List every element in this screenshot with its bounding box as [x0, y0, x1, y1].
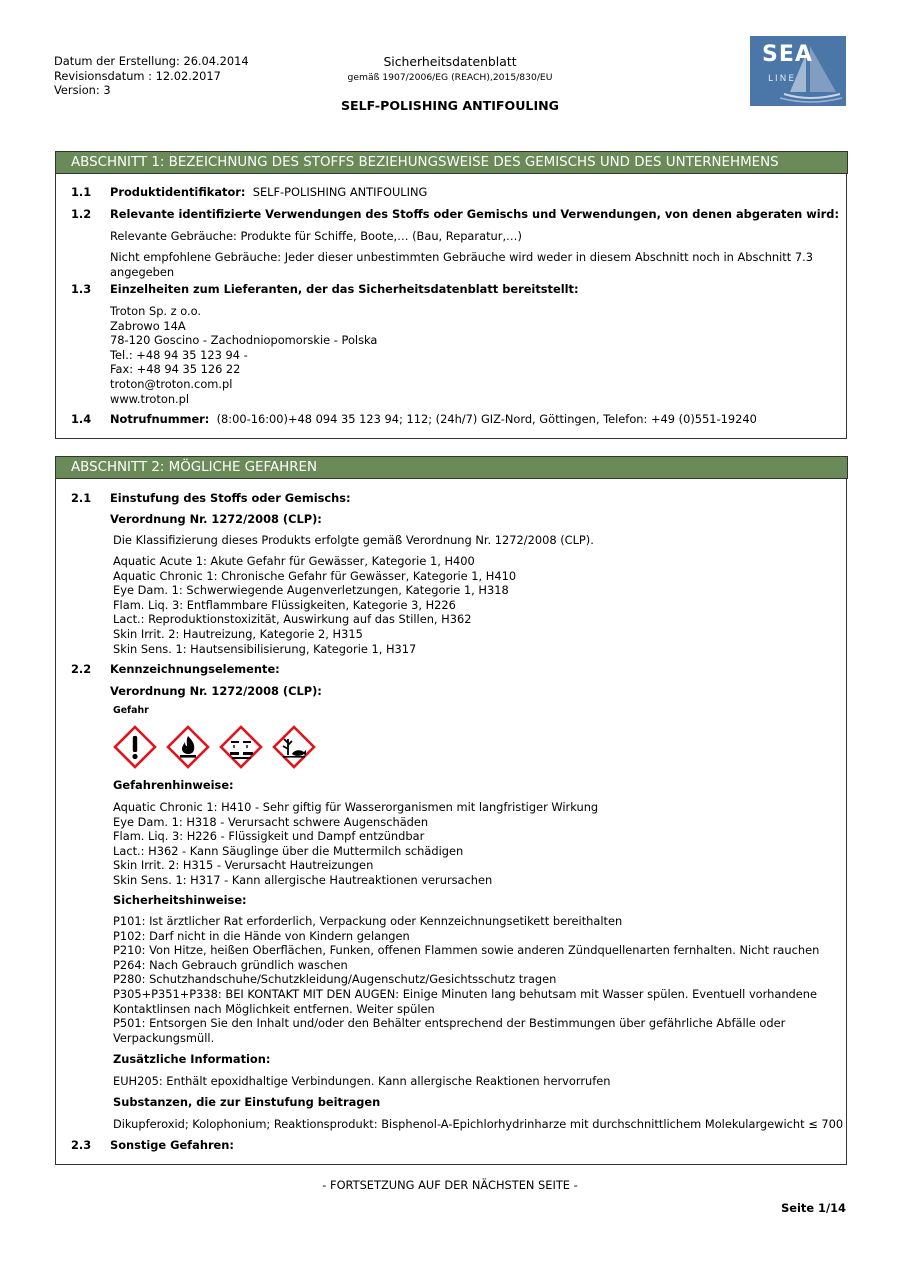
- product-identifier: [110, 185, 427, 199]
- hazard-statement: Flam. Liq. 3: H226 - Flüssigkeit und Dampf entzündbar: [113, 829, 425, 844]
- classification-list: [113, 554, 516, 656]
- section-2-2-number: 2.2: [71, 662, 92, 676]
- classification-item: Aquatic Chronic 1: Chronische Gefahr für Gewässer, Kategorie 1, H410: [113, 568, 517, 583]
- contributing-substances: Dikupferoxid; Kolophonium; Reaktionsprodukt: Bisphenol-A-Epichlorhydrinharze mit durchschnittlichem Molekulargewicht ≤ 700: [113, 1117, 844, 1131]
- hazard-statement: Aquatic Chronic 1: H410 - Sehr giftig für Wasserorganismen mit langfristiger Wirkung: [113, 800, 599, 814]
- labelling-heading: Kennzeichnungselemente:: [110, 662, 280, 676]
- document-meta: [54, 54, 249, 98]
- environment-icon: [272, 725, 316, 769]
- exclamation-icon: [113, 725, 157, 769]
- precautionary-statement: P280: Schutzhandschuhe/Schutzkleidung/Augenschutz/Gesichtsschutz tragen: [113, 972, 557, 987]
- supplier-line: Zabrowo 14A: [110, 318, 186, 333]
- section-1-2-number: 1.2: [71, 207, 92, 221]
- classification-note: Die Klassifizierung dieses Produkts erfolgte gemäß Verordnung Nr. 1272/2008 (CLP).: [113, 533, 594, 547]
- uses-advised-against: [110, 250, 813, 279]
- other-hazards-heading: Sonstige Gefahren:: [110, 1138, 234, 1152]
- hazard-statement: Eye Dam. 1: H318 - Verursacht schwere Augenschäden: [113, 814, 429, 829]
- additional-information: EUH205: Enthält epoxidhaltige Verbindungen. Kann allergische Reaktionen hervorrufen: [113, 1074, 611, 1088]
- emergency-number-value: (8:00-16:00)+48 094 35 123 94; 112; (24h/7) GIZ-Nord, Göttingen, Telefon: +49 (0)551-19240: [216, 412, 757, 426]
- document-title: Sicherheitsdatenblatt: [383, 54, 517, 69]
- contributing-substances-heading: Substanzen, die zur Einstufung beitragen: [113, 1095, 381, 1109]
- regulation-heading: Verordnung Nr. 1272/2008 (CLP):: [110, 512, 322, 526]
- supplier-phone: Tel.: +48 94 35 123 94 -: [110, 347, 248, 362]
- uses-advised-against-line: Nicht empfohlene Gebräuche: Jeder dieser unbestimmten Gebräuche wird weder in diesem Abschnitt noch in Abschnitt 7.3: [110, 250, 813, 264]
- emergency-number-label: Notrufnummer:: [110, 412, 210, 426]
- relevant-uses: Relevante Gebräuche: Produkte für Schiffe, Boote,… (Bau, Reparatur,…): [110, 229, 522, 243]
- precautionary-statement: P101: Ist ärztlicher Rat erforderlich, Verpackung oder Kennzeichnungsetikett bereithalten: [113, 914, 623, 928]
- hazard-statement: Lact.: H362 - Kann Säuglinge über die Muttermilch schädigen: [113, 843, 464, 858]
- supplier-details: [110, 304, 377, 406]
- signal-word: Gefahr: [113, 705, 149, 716]
- precautionary-statement: Verpackungsmüll.: [113, 1030, 215, 1045]
- company-logo: [750, 36, 846, 106]
- section-2-1-number: 2.1: [71, 491, 92, 505]
- precautionary-statement: P305+P351+P338: BEI KONTAKT MIT DEN AUGEN: Einige Minuten lang behutsam mit Wasser spülen. Eventuell vorhandene: [113, 986, 818, 1001]
- precautionary-statement: P102: Darf nicht in die Hände von Kindern gelangen: [113, 928, 410, 943]
- classification-item: Flam. Liq. 3: Entflammbare Flüssigkeiten, Kategorie 3, H226: [113, 597, 456, 612]
- revision-date: Revisionsdatum : 12.02.2017: [54, 68, 221, 83]
- precautionary-statement: Kontaktlinsen nach Möglichkeit entfernen. Weiter spülen: [113, 1001, 435, 1016]
- supplier-website: www.troton.pl: [110, 391, 190, 406]
- emergency-number: [110, 412, 757, 426]
- logo-text: SEA: [762, 42, 813, 67]
- flame-icon: [166, 725, 210, 769]
- precautionary-statements-heading: Sicherheitshinweise:: [113, 893, 247, 907]
- supplier-line: 78-120 Goscino - Zachodniopomorskie - Polska: [110, 333, 378, 348]
- precautionary-statement: P264: Nach Gebrauch gründlich waschen: [113, 957, 348, 972]
- uses-advised-against-line: angegeben: [110, 264, 175, 279]
- classification-item: Lact.: Reproduktionstoxizität, Auswirkung auf das Stillen, H362: [113, 612, 472, 627]
- section-1-3-number: 1.3: [71, 282, 92, 296]
- precautionary-statement: P210: Von Hitze, heißen Oberflächen, Funken, offenen Flammen sowie anderen Zündquellenarten fernhalten. Nicht rauchen: [113, 943, 820, 958]
- section-1-header: ABSCHNITT 1: BEZEICHNUNG DES STOFFS BEZIEHUNGSWEISE DES GEMISCHS UND DES UNTERNEHMENS: [55, 151, 848, 174]
- classification-heading: Einstufung des Stoffs oder Gemischs:: [110, 491, 351, 505]
- relevant-uses-heading: Relevante identifizierte Verwendungen des Stoffs oder Gemischs und Verwendungen, von denen abgeraten wird:: [110, 207, 840, 221]
- classification-item: Skin Irrit. 2: Hautreizung, Kategorie 2, H315: [113, 626, 363, 641]
- hazard-statements-list: [113, 800, 598, 888]
- classification-item: Skin Sens. 1: Hautsensibilisierung, Kategorie 1, H317: [113, 641, 417, 656]
- logo-subtext: LINE: [768, 74, 797, 84]
- classification-item: Aquatic Acute 1: Akute Gefahr für Gewässer, Kategorie 1, H400: [113, 554, 475, 568]
- supplier-heading: Einzelheiten zum Lieferanten, der das Sicherheitsdatenblatt bereitstellt:: [110, 282, 579, 296]
- supplier-email: troton@troton.com.pl: [110, 376, 233, 391]
- hazard-statement: Skin Sens. 1: H317 - Kann allergische Hautreaktionen verursachen: [113, 872, 493, 887]
- section-1-1-number: 1.1: [71, 185, 92, 199]
- product-name: SELF-POLISHING ANTIFOULING: [340, 98, 560, 113]
- corrosion-icon: [219, 725, 263, 769]
- classification-item: Eye Dam. 1: Schwerwiegende Augenverletzungen, Kategorie 1, H318: [113, 583, 509, 598]
- section-2-header: ABSCHNITT 2: MÖGLICHE GEFAHREN: [55, 456, 848, 479]
- page-number: Seite 1/14: [781, 1201, 846, 1215]
- supplier-line: Troton Sp. z o.o.: [110, 304, 202, 318]
- supplier-fax: Fax: +48 94 35 126 22: [110, 362, 241, 377]
- regulation-heading: Verordnung Nr. 1272/2008 (CLP):: [110, 684, 322, 698]
- precautionary-statements-list: [113, 914, 819, 1045]
- product-identifier-label: Produktidentifikator:: [110, 185, 246, 199]
- section-1-4-number: 1.4: [71, 412, 92, 426]
- continued-notice: - FORTSETZUNG AUF DER NÄCHSTEN SEITE -: [322, 1178, 578, 1192]
- precautionary-statement: P501: Entsorgen Sie den Inhalt und/oder den Behälter entsprechend der Bestimmungen über gefährliche Abfälle oder: [113, 1016, 786, 1031]
- version: Version: 3: [54, 83, 111, 97]
- product-identifier-value: SELF-POLISHING ANTIFOULING: [252, 185, 428, 199]
- hazard-statements-heading: Gefahrenhinweise:: [113, 778, 234, 792]
- hazard-statement: Skin Irrit. 2: H315 - Verursacht Hautreizungen: [113, 858, 374, 873]
- regulation-reference: gemäß 1907/2006/EG (REACH),2015/830/EU: [347, 72, 553, 83]
- creation-date: Datum der Erstellung: 26.04.2014: [54, 54, 249, 68]
- section-2-3-number: 2.3: [71, 1138, 92, 1152]
- additional-information-heading: Zusätzliche Information:: [113, 1052, 271, 1066]
